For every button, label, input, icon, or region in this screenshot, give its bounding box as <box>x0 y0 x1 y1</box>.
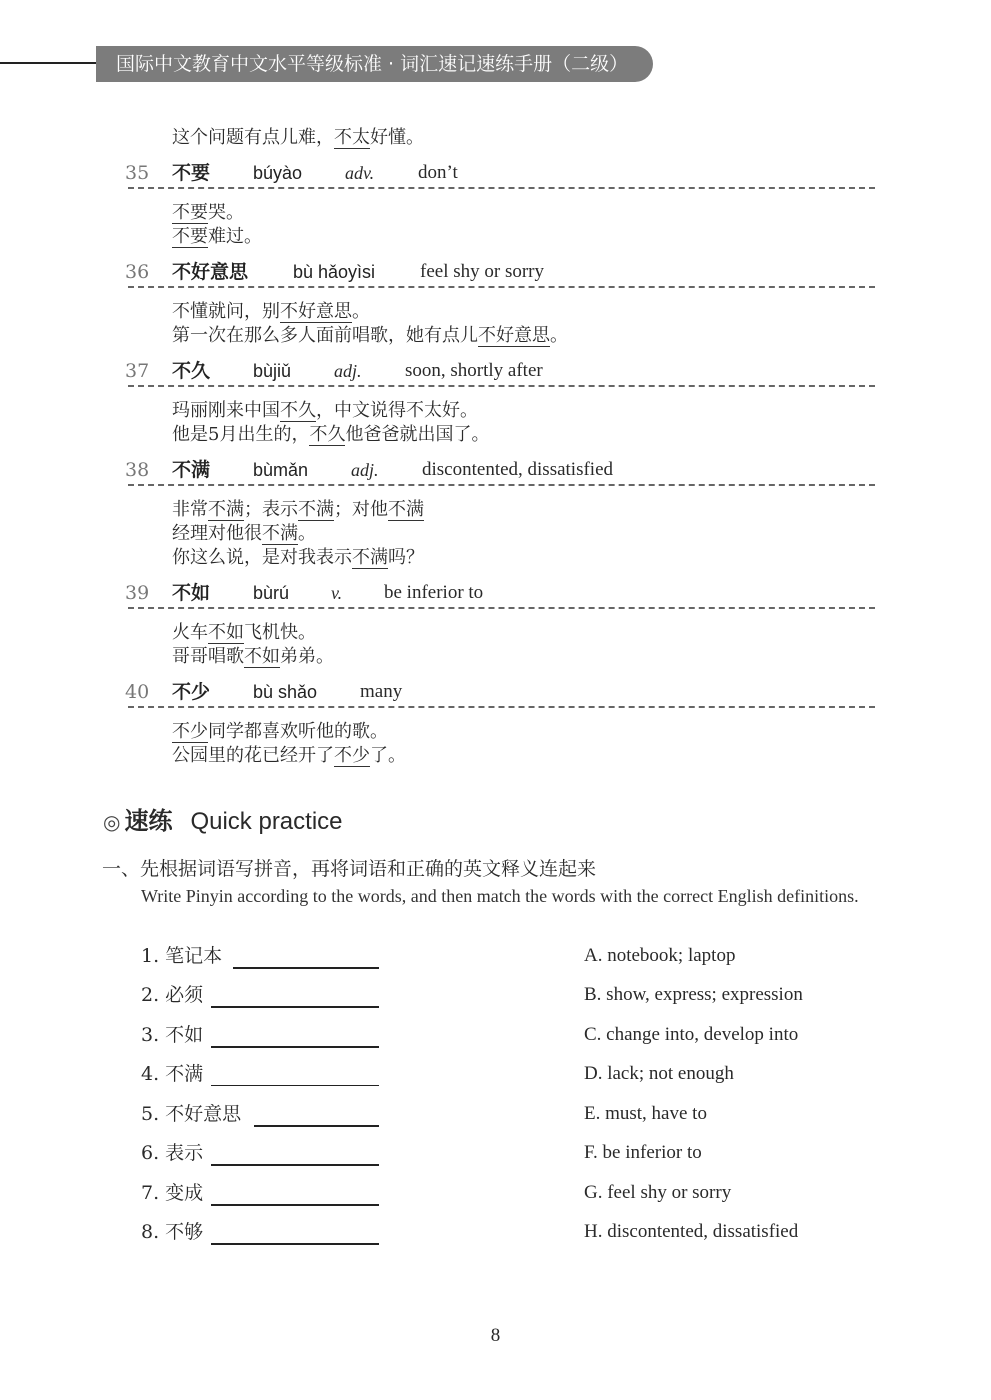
highlighted-word: 不久 <box>309 424 346 445</box>
entry-pos: adj. <box>334 361 362 381</box>
example-sentence: 不懂就问，别不好意思。 <box>172 301 370 322</box>
answer-blank[interactable] <box>211 1204 379 1206</box>
highlighted-word: 不满 <box>388 499 424 520</box>
answer-blank[interactable] <box>233 967 379 969</box>
definition-option: D. lack; not enough <box>584 1063 734 1084</box>
question-title: 一、先根据词语写拼音，再将词语和正确的英文释义连起来 <box>102 858 597 880</box>
highlighted-word: 不要 <box>172 202 208 223</box>
answer-blank[interactable] <box>211 1006 379 1008</box>
running-header: 国际中文教育中文水平等级标准 · 词汇速记速练手册（二级） <box>96 46 653 82</box>
entry-definition: don’t <box>418 162 458 183</box>
example-sentence: 非常不满；表示不满；对他不满 <box>172 499 424 520</box>
entry-pinyin: bù shǎo <box>253 682 318 702</box>
highlighted-word: 不满 <box>298 499 334 520</box>
vocab-entry <box>125 458 875 482</box>
practice-item: 5. 不好意思 <box>141 1103 242 1125</box>
highlighted-word: 不少 <box>172 721 208 742</box>
example-sentence: 他是5月出生的，不久他爸爸就出国了。 <box>172 424 490 445</box>
entry-definition: be inferior to <box>384 582 484 603</box>
header-rule <box>0 62 100 64</box>
dashed-divider <box>128 484 875 486</box>
bullet-circle-icon: ◎ <box>103 810 121 834</box>
entry-pinyin: bù hǎoyìsi <box>293 262 376 282</box>
highlighted-word: 不如 <box>208 622 244 643</box>
entry-definition: discontented, dissatisfied <box>422 459 614 480</box>
dashed-divider <box>128 385 875 387</box>
vocab-entry <box>125 359 875 383</box>
definition-option: G. feel shy or sorry <box>584 1182 732 1203</box>
entry-word: 不久 <box>172 360 211 382</box>
dashed-divider <box>128 706 875 708</box>
entry-word: 不少 <box>172 681 211 703</box>
dashed-divider <box>128 187 875 189</box>
question-instructions: Write Pinyin according to the words, and then match the words with the correct English definitions. <box>141 886 859 906</box>
section-heading: ◎ 速练 Quick practice <box>103 807 343 835</box>
entry-pinyin: bùrú <box>253 583 290 603</box>
entry-number: 37 <box>125 360 150 382</box>
vocab-entry <box>125 680 875 704</box>
highlighted-word: 不如 <box>244 646 280 667</box>
entry-number: 36 <box>125 261 150 283</box>
example-sentence: 不少同学都喜欢听他的歌。 <box>172 721 388 742</box>
definition-option: F. be inferior to <box>584 1142 702 1163</box>
entry-definition: soon, shortly after <box>405 360 543 381</box>
vocab-entry <box>125 260 875 284</box>
practice-item: 3. 不如 <box>141 1024 204 1046</box>
definition-option: C. change into, develop into <box>584 1024 799 1045</box>
entry-definition: many <box>360 681 403 702</box>
example-sentence: 火车不如飞机快。 <box>172 622 316 643</box>
entry-pos: adj. <box>351 460 379 480</box>
example-sentence: 不要难过。 <box>172 226 262 247</box>
definition-option: E. must, have to <box>584 1103 707 1124</box>
entry-pinyin: bùmǎn <box>253 460 309 480</box>
highlighted-word: 不久 <box>280 400 316 421</box>
page-number: 8 <box>490 1325 501 1346</box>
entry-word: 不要 <box>172 162 211 184</box>
answer-blank[interactable] <box>211 1085 379 1086</box>
answer-blank[interactable] <box>211 1164 379 1166</box>
entry-pinyin: bùjiǔ <box>253 361 292 381</box>
practice-item: 8. 不够 <box>141 1221 204 1243</box>
highlighted-word: 不满 <box>262 523 298 544</box>
practice-item: 7. 变成 <box>141 1182 204 1204</box>
definition-option: A. notebook; laptop <box>584 945 736 966</box>
highlighted-word: 不满 <box>352 547 388 568</box>
entry-pos: adv. <box>345 163 375 183</box>
highlighted-word: 不满 <box>208 499 244 520</box>
entry-number: 39 <box>125 582 150 604</box>
answer-blank[interactable] <box>211 1243 379 1245</box>
vocab-entry <box>125 581 875 605</box>
practice-item: 2. 必须 <box>141 984 204 1006</box>
example-sentence: 公园里的花已经开了不少了。 <box>172 745 406 766</box>
entry-word: 不满 <box>172 459 211 481</box>
highlighted-word: 不要 <box>172 226 208 247</box>
practice-item: 4. 不满 <box>141 1063 204 1085</box>
highlighted-word: 不太 <box>334 127 370 148</box>
entry-number: 40 <box>125 681 150 703</box>
answer-blank[interactable] <box>211 1046 379 1048</box>
example-sentence: 经理对他很不满。 <box>172 523 316 544</box>
dashed-divider <box>128 607 875 609</box>
highlighted-word: 不好意思 <box>280 301 352 322</box>
example-sentence: 哥哥唱歌不如弟弟。 <box>172 646 334 667</box>
practice-item: 1. 笔记本 <box>141 945 223 967</box>
example-sentence: 你这么说，是对我表示不满吗？ <box>172 547 424 568</box>
example-sentence: 这个问题有点儿难，不太好懂。 <box>172 127 424 148</box>
entry-pinyin: búyào <box>253 163 303 183</box>
highlighted-word: 不好意思 <box>478 325 550 346</box>
entry-pos: v. <box>331 583 343 603</box>
dashed-divider <box>128 286 875 288</box>
entry-word: 不如 <box>172 582 211 604</box>
definition-option: H. discontented, dissatisfied <box>584 1221 799 1242</box>
entry-number: 38 <box>125 459 150 481</box>
example-sentence: 不要哭。 <box>172 202 244 223</box>
definition-option: B. show, express; expression <box>584 984 803 1005</box>
highlighted-word: 不少 <box>334 745 370 766</box>
example-sentence: 第一次在那么多人面前唱歌，她有点儿不好意思。 <box>172 325 568 346</box>
answer-blank[interactable] <box>254 1125 379 1127</box>
example-sentence: 玛丽刚来中国不久，中文说得不太好。 <box>172 400 478 421</box>
entry-word: 不好意思 <box>172 261 249 283</box>
practice-item: 6. 表示 <box>141 1142 204 1164</box>
entry-definition: feel shy or sorry <box>420 261 544 282</box>
vocab-entry <box>125 161 875 185</box>
entry-number: 35 <box>125 162 150 184</box>
